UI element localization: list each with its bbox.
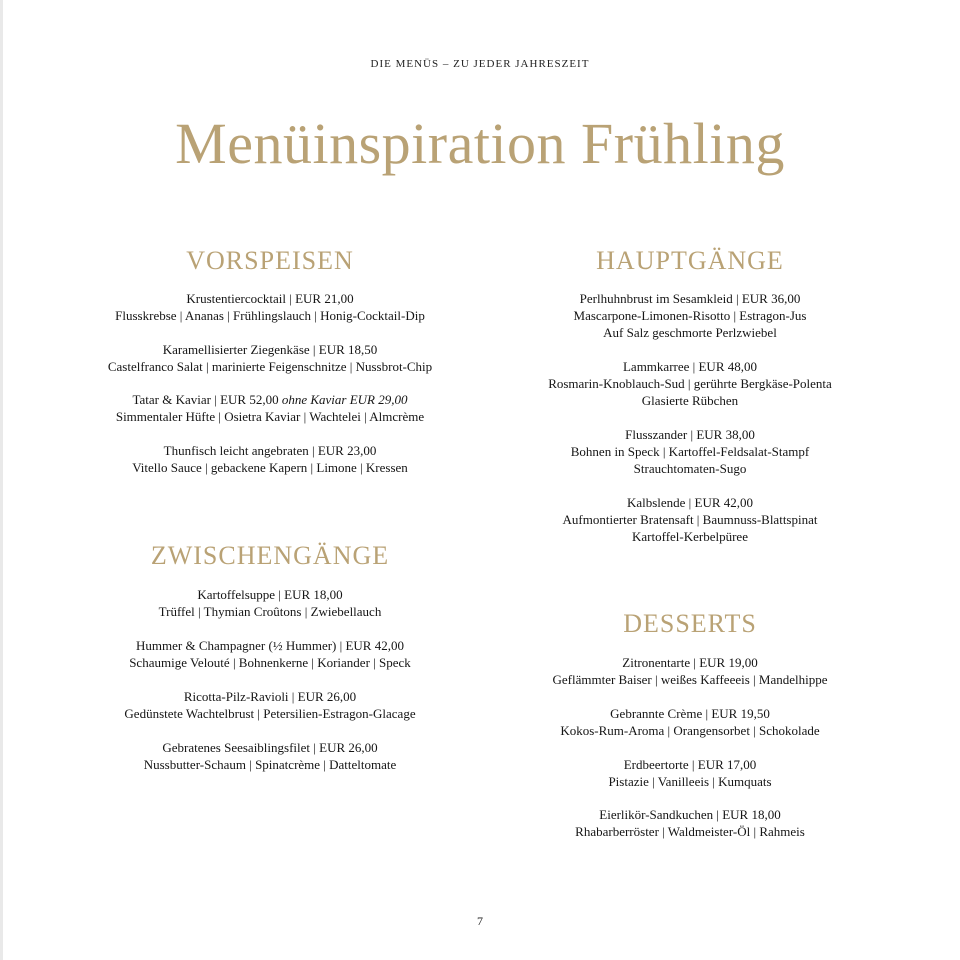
item-description: Pistazie | Vanilleeis | Kumquats [608,774,772,789]
page-number: 7 [477,914,483,928]
menu-item [480,654,900,688]
item-description: Simmentaler Hüfte | Osietra Kaviar | Wachtelei | Almcrème [115,409,425,424]
item-name-price: Kartoffelsuppe | EUR 18,00 [197,587,343,602]
item-name-price: Lammkarree | EUR 48,00 [622,359,757,374]
item-name-price: Perlhuhnbrust im Sesamkleid | EUR 36,00 [579,291,801,306]
menu-item [480,806,900,840]
item-name-price: Flusszander | EUR 38,00 [625,427,755,442]
menu-item [480,756,900,790]
section-zwischengaenge [60,543,480,773]
menu-item [60,391,480,425]
item-description: Nussbutter-Schaum | Spinatcrème | Datteltomate [143,757,397,772]
page-title: Menüinspiration Frühling [175,111,785,176]
item-description: Castelfranco Salat | marinierte Feigenschnitze | Nussbrot-Chip [107,359,433,374]
item-side: Glasierte Rübchen [641,393,739,408]
menu-item [60,341,480,375]
item-side: Strauchtomaten-Sugo [633,461,747,476]
item-description: Aufmontierter Bratensaft | Baumnuss-Blattspinat [562,512,818,527]
item-name-price: Gebrannte Crème | EUR 19,50 [610,706,770,721]
item-alt-price: ohne Kaviar EUR 29,00 [281,392,408,407]
section-vorspeisen [60,248,480,476]
section-desserts [480,611,900,840]
item-description: Rosmarin-Knoblauch-Sud | gerührte Bergkäse-Polenta [548,376,832,391]
item-name-price: Krustentiercocktail | EUR 21,00 [186,291,354,306]
item-name-price: Hummer & Champagner (½ Hummer) | EUR 42,00 [136,638,404,653]
menu-item [480,358,900,409]
menu-item [60,586,480,620]
menu-item [60,688,480,722]
item-name-price: Zitronentarte | EUR 19,00 [622,655,758,670]
item-name-price: Thunfisch leicht angebraten | EUR 23,00 [163,443,377,458]
item-side: Auf Salz geschmorte Perlzwiebel [603,325,777,340]
item-name-price-main: Tatar & Kaviar | EUR 52,00 [132,392,282,407]
item-description: Trüffel | Thymian Croûtons | Zwiebellauch [158,604,382,619]
section-heading: DESSERTS [623,609,757,638]
item-description: Bohnen in Speck | Kartoffel-Feldsalat-Stampf [570,444,810,459]
item-description: Rhabarberröster | Waldmeister-Öl | Rahmeis [575,824,805,839]
item-name-price: Ricotta-Pilz-Ravioli | EUR 26,00 [183,689,357,704]
menu-item [480,494,900,545]
menu-item [480,705,900,739]
menu-item [60,637,480,671]
item-name-price [60,391,480,408]
item-description: Vitello Sauce | gebackene Kapern | Limone | Kressen [132,460,408,475]
section-heading: VORSPEISEN [186,246,354,275]
item-side: Kartoffel-Kerbelpüree [632,529,748,544]
item-name-price: Eierlikör-Sandkuchen | EUR 18,00 [599,807,781,822]
item-description: Gedünstete Wachtelbrust | Petersilien-Estragon-Glacage [124,706,416,721]
section-heading: HAUPTGÄNGE [596,246,784,275]
item-description: Mascarpone-Limonen-Risotto | Estragon-Jus [573,308,807,323]
section-hauptgaenge [480,248,900,545]
menu-item [60,442,480,476]
menu-item [480,290,900,341]
item-description: Geflämmter Baiser | weißes Kaffeeeis | Mandelhippe [552,672,828,687]
item-name-price: Erdbeertorte | EUR 17,00 [623,757,757,772]
page-kicker: DIE MENÜS – ZU JEDER JAHRESZEIT [370,58,590,70]
item-name-price: Gebratenes Seesaiblingsfilet | EUR 26,00 [162,740,378,755]
item-description: Kokos-Rum-Aroma | Orangensorbet | Schokolade [560,723,820,738]
item-description: Schaumige Velouté | Bohnenkerne | Koriander | Speck [129,655,411,670]
item-description: Flusskrebse | Ananas | Frühlingslauch | Honig-Cocktail-Dip [115,308,425,323]
section-heading: ZWISCHENGÄNGE [150,541,390,570]
item-name-price: Kalbslende | EUR 42,00 [626,495,754,510]
menu-item [480,426,900,477]
menu-item [60,739,480,773]
item-name-price: Karamellisierter Ziegenkäse | EUR 18,50 [162,342,378,357]
menu-item [60,290,480,324]
